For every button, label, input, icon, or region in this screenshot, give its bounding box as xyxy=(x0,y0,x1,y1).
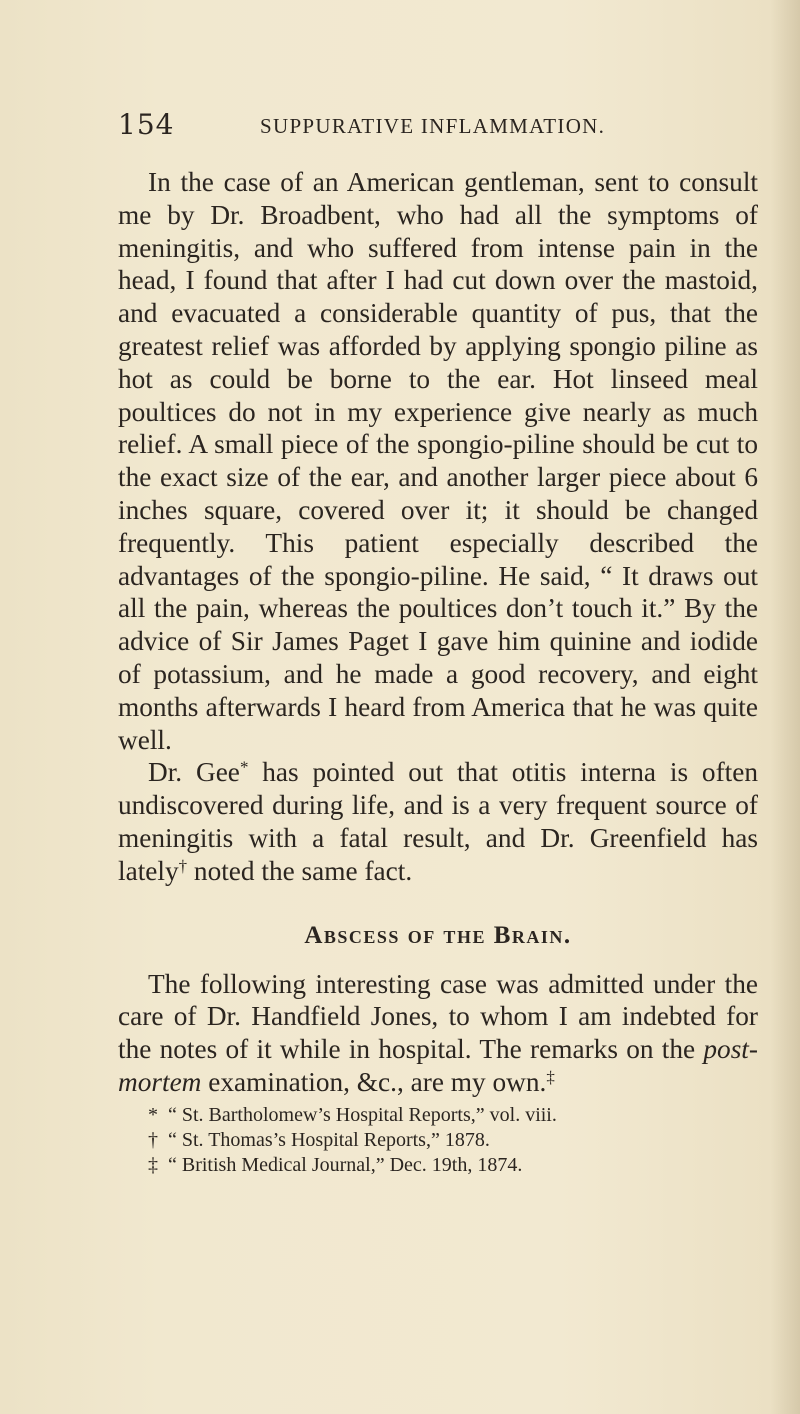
page-number: 154 xyxy=(118,108,175,141)
footnote-mark: † xyxy=(148,1128,158,1151)
paragraph-text: Dr. Gee xyxy=(148,757,240,788)
running-head: SUPPURATIVE INFLAMMATION. xyxy=(260,114,606,138)
paragraph-following-case xyxy=(118,968,758,1099)
footnote-ref-double-dagger: ‡ xyxy=(546,1067,555,1087)
page-edge-shadow xyxy=(770,0,800,1414)
paragraph-american-gentleman: In the case of an American gentleman, sent to consult me by Dr. Broadbent, who had all the symptoms of meningitis, and who suffered from intense pain in the head, I found that after I had cut down over the mastoid, and evacuated a considerable quantity of pus, that the greatest relief was afforded by applying spongio piline as hot as could be borne to the ear. Hot linseed meal poultices do not in my experience give nearly as much relief. A small piece of the spongio-piline should be cut to the exact size of the ear, and another larger piece about 6 inches square, covered over it; it should be changed frequently. This patient especially described the advantages of the spongio-piline. He said, “ It draws out all the pain, whereas the poultices don’t touch it.” By the advice of Sir James Paget I gave him quinine and iodide of potassium, and he made a good recovery, and eight months afterwards I heard from America that he was quite well. xyxy=(118,167,758,755)
page-body xyxy=(118,166,758,1178)
footnote xyxy=(118,1103,758,1128)
footnote-mark: * xyxy=(148,1103,158,1126)
footnote-text: “ St. Thomas’s Hospital Reports,” 1878. xyxy=(168,1128,490,1151)
footnote-ref-star: * xyxy=(239,757,249,777)
footnote xyxy=(118,1153,758,1178)
footnote-ref-dagger: † xyxy=(178,856,188,876)
paragraph-text: The following interesting case was admitted under the care of Dr. Handfield Jones, to whom I am indebted for the notes of it while in hospital. The remarks on the xyxy=(118,968,758,1065)
footnote-text: “ British Medical Journal,” Dec. 19th, 1874. xyxy=(168,1153,523,1176)
paragraph-dr-gee xyxy=(118,756,758,887)
page-header xyxy=(118,108,758,148)
paragraph-text: noted the same fact. xyxy=(187,855,413,886)
footnote-mark: ‡ xyxy=(148,1153,158,1176)
footnote xyxy=(118,1128,758,1153)
footnotes xyxy=(118,1103,758,1178)
section-heading: Abscess of the Brain. xyxy=(304,921,572,949)
italic-term: post-mortem xyxy=(118,1034,758,1097)
paragraph-text: examination, &c., are my own. xyxy=(201,1066,547,1097)
paragraph-text: has pointed out that otitis interna is often undiscovered during life, and is a very frequent source of meningitis with a fatal result, and Dr. Greenfield has lately xyxy=(118,757,759,886)
footnote-text: “ St. Bartholomew’s Hospital Reports,” vol. viii. xyxy=(168,1103,557,1126)
